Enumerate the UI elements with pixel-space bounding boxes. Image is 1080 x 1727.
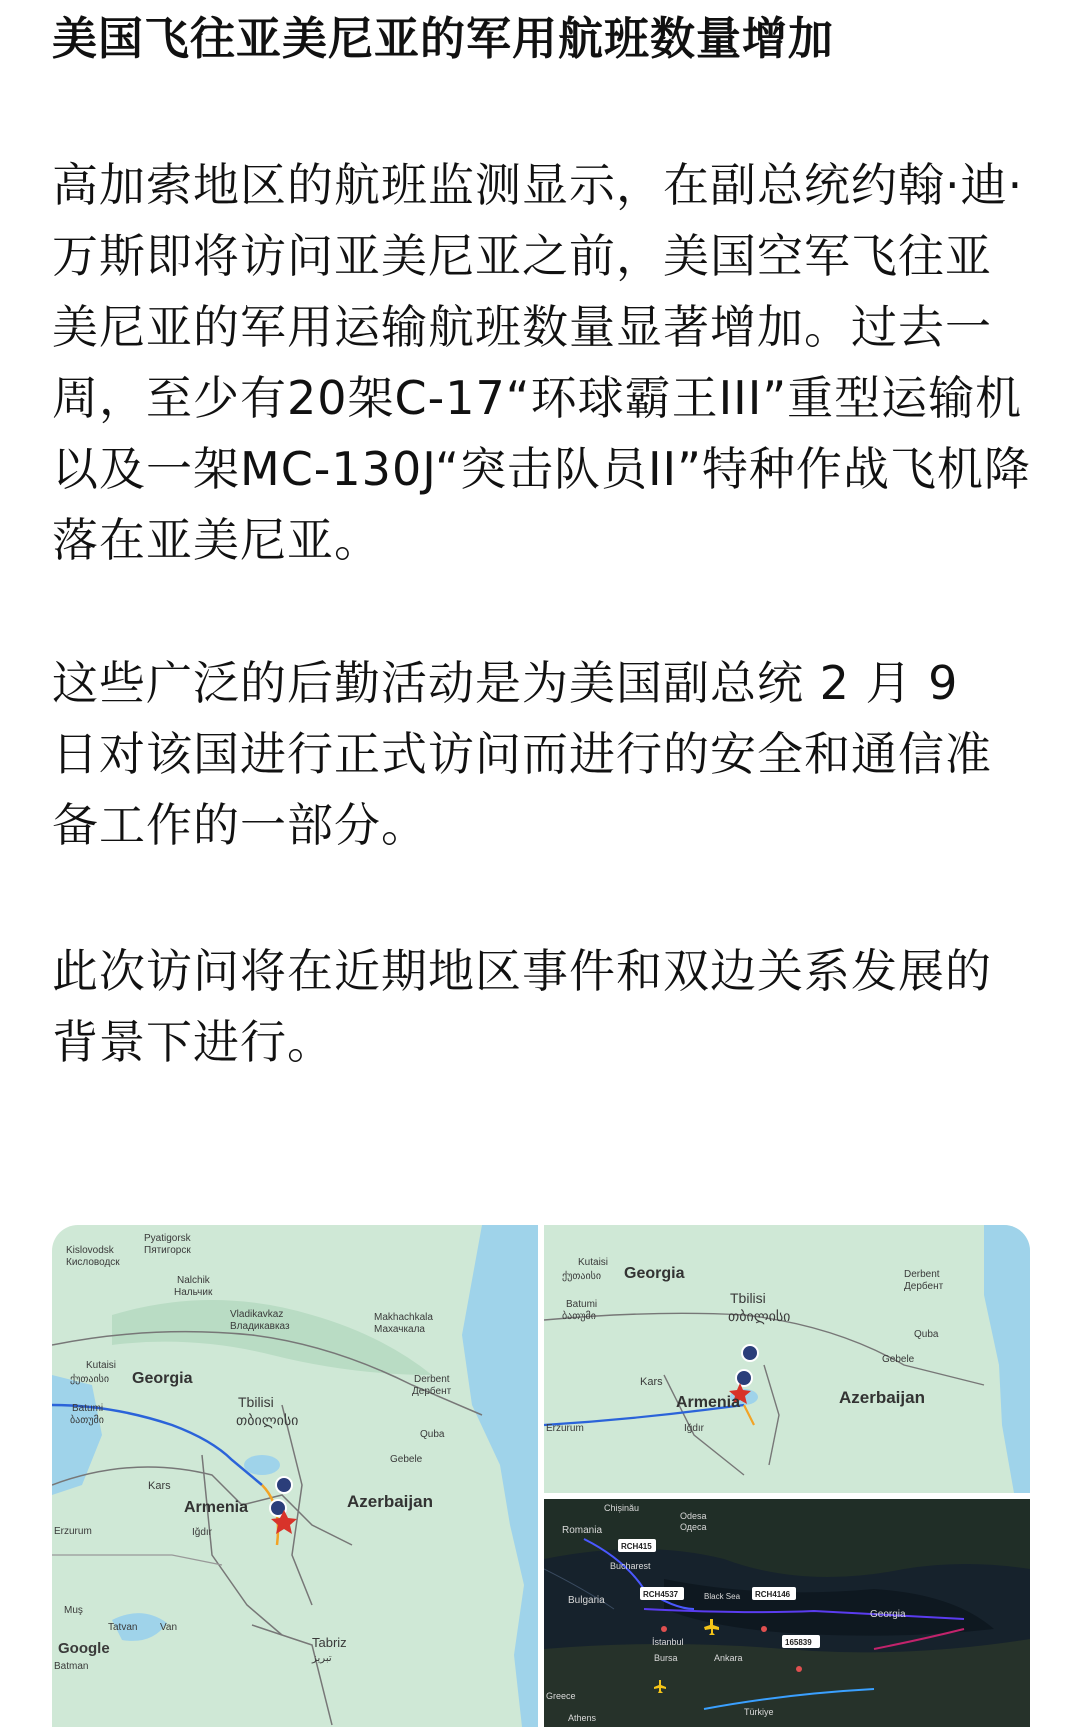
label-tbilisi: Tbilisi	[238, 1394, 274, 1410]
label-azerbaijan: Azerbaijan	[347, 1492, 433, 1511]
flight-tag-rch4146: RCH4146	[755, 1590, 791, 1599]
google-logo: Google	[58, 1640, 110, 1657]
label-black-sea: Black Sea	[704, 1592, 741, 1601]
svg-text:Одеса: Одеса	[680, 1522, 707, 1532]
label-gebele-2: Gebele	[882, 1354, 915, 1365]
label-tbilisi-2: Tbilisi	[730, 1290, 766, 1306]
article-paragraph-2: 这些广泛的后勤活动是为美国副总统 2 月 9 日对该国进行正式访问而进行的安全和通信准备工作的一部分。	[52, 656, 992, 852]
label-igdir: Iğdır	[192, 1527, 213, 1538]
svg-text:Пятигорск: Пятигорск	[144, 1245, 191, 1256]
label-van: Van	[160, 1622, 178, 1633]
label-bulgaria: Bulgaria	[568, 1595, 605, 1606]
map-image-large[interactable]	[52, 1225, 538, 1727]
flight-tag-165839: 165839	[785, 1638, 812, 1647]
svg-text:Владикавказ: Владикавказ	[230, 1321, 290, 1332]
article-paragraph-1: 高加索地区的航班监测显示，在副总统约翰·迪·万斯即将访问亚美尼亚之前，美国空军飞往亚美尼亚的军用运输航班数量显著增加。过去一周，至少有20架C-17“环球霸王III”重型运输机以及一架MC-130J“突击队员II”特种作战飞机降落在亚美尼亚。	[52, 158, 1031, 567]
label-mus: Muş	[64, 1605, 83, 1616]
flight-tag-rch4537: RCH4537	[643, 1590, 679, 1599]
label-derbent: Derbent	[414, 1374, 450, 1385]
image-gallery[interactable]	[52, 1225, 1030, 1727]
label-georgia-2: Georgia	[624, 1265, 685, 1282]
label-kars: Kars	[148, 1480, 171, 1492]
svg-text:Нальчик: Нальчик	[174, 1287, 213, 1298]
label-romania: Romania	[562, 1525, 603, 1536]
label-makhachkala: Makhachkala	[374, 1312, 433, 1323]
label-georgia: Georgia	[132, 1370, 193, 1387]
map-image-small[interactable]	[544, 1225, 1030, 1493]
label-georgia-dark: Georgia	[870, 1609, 906, 1620]
label-erzurum: Erzurum	[54, 1526, 92, 1537]
label-bucharest: Bucharest	[610, 1561, 651, 1571]
label-tatvan: Tatvan	[108, 1622, 138, 1633]
svg-text:ქუთაისი: ქუთაისი	[562, 1271, 602, 1282]
article	[52, 0, 1042, 1069]
svg-text:تبریز: تبریز	[312, 1653, 332, 1664]
svg-text:Дербент: Дербент	[412, 1386, 452, 1397]
label-odesa: Odesa	[680, 1511, 707, 1521]
label-kutaisi-2: Kutaisi	[578, 1257, 609, 1268]
label-istanbul: İstanbul	[652, 1637, 684, 1647]
svg-text:თბილისი: თბილისი	[236, 1412, 299, 1428]
label-batman: Batman	[54, 1661, 89, 1672]
label-kars-2: Kars	[640, 1376, 663, 1388]
label-vladikavkaz: Vladikavkaz	[230, 1309, 284, 1320]
label-ankara: Ankara	[714, 1653, 743, 1663]
label-batumi-2: Batumi	[566, 1299, 598, 1310]
svg-text:ბათუმი: ბათუმი	[562, 1311, 596, 1322]
label-bursa: Bursa	[654, 1653, 678, 1663]
svg-text:Махачкала: Махачкала	[374, 1324, 425, 1335]
flight-tracker-image[interactable]	[544, 1499, 1030, 1727]
airbase-marker-icon	[276, 1477, 292, 1493]
label-athens: Athens	[568, 1713, 597, 1723]
label-erzurum-2: Erzurum	[546, 1423, 584, 1434]
svg-text:თბილისი: თბილისი	[728, 1308, 791, 1324]
flight-tag-rch415: RCH415	[621, 1542, 652, 1551]
svg-text:ბათუმი: ბათუმი	[70, 1415, 104, 1426]
svg-text:Кисловодск: Кисловодск	[66, 1257, 120, 1268]
label-kislovodsk: Kislovodsk	[66, 1245, 114, 1256]
label-azerbaijan-2: Azerbaijan	[839, 1388, 925, 1407]
svg-text:Дербент: Дербент	[904, 1281, 944, 1292]
label-pyatigorsk: Pyatigorsk	[144, 1233, 191, 1244]
label-derbent-2: Derbent	[904, 1269, 940, 1280]
label-nalchik: Nalchik	[177, 1275, 210, 1286]
label-chisinau: Chișinău	[604, 1503, 640, 1513]
label-armenia: Armenia	[184, 1499, 249, 1516]
svg-text:ქუთაისი: ქუთაისი	[70, 1374, 110, 1385]
label-quba: Quba	[420, 1429, 445, 1440]
label-quba-2: Quba	[914, 1329, 939, 1340]
label-turkiye: Türkiye	[744, 1707, 774, 1717]
label-greece: Greece	[546, 1691, 576, 1701]
article-paragraph-3: 此次访问将在近期地区事件和双边关系发展的背景下进行。	[52, 944, 992, 1069]
label-batumi: Batumi	[72, 1403, 104, 1414]
label-gebele: Gebele	[390, 1454, 423, 1465]
label-kutaisi: Kutaisi	[86, 1360, 117, 1371]
label-tabriz: Tabriz	[312, 1635, 347, 1650]
article-title: 美国飞往亚美尼亚的军用航班数量增加	[52, 12, 835, 65]
label-armenia-2: Armenia	[676, 1394, 741, 1411]
label-igdir-2: Iğdır	[684, 1423, 705, 1434]
